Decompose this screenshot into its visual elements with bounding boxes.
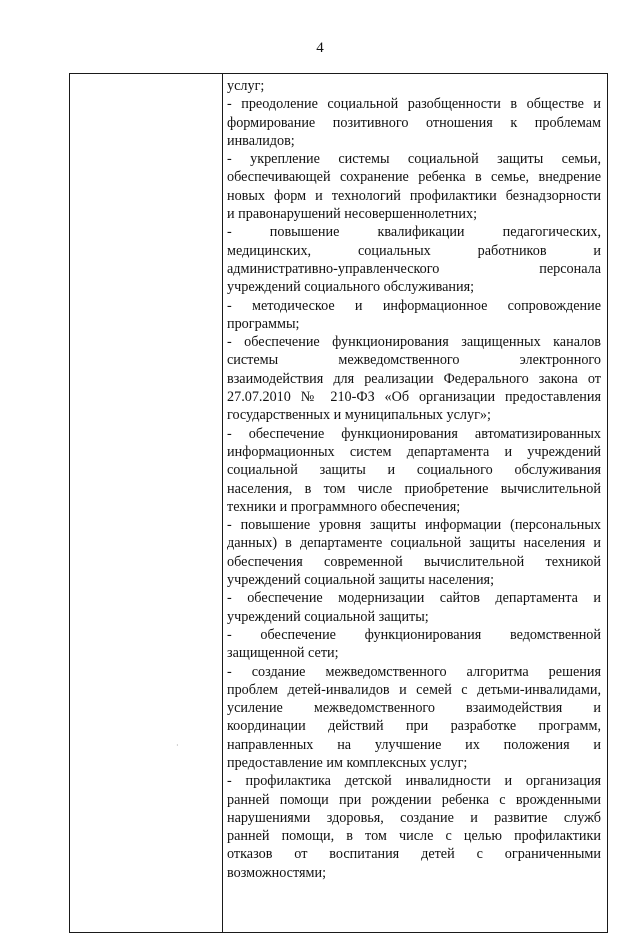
text-line: защищенной сети;: [227, 645, 339, 662]
text-line: учреждений социального обслуживания;: [227, 279, 475, 296]
text-line: учреждений социальной защиты населения;: [227, 572, 495, 589]
text-line: возможностями;: [227, 864, 327, 881]
text-line: ранней помощи при рождении ребенка с врожденными: [227, 791, 601, 808]
text-line: учреждений социальной защиты;: [227, 608, 429, 625]
text-line: и правонарушений несовершеннолетних;: [227, 206, 478, 223]
scan-speck: ·: [176, 741, 179, 750]
text-line: информационных систем департамента и учреждений: [227, 443, 601, 460]
text-line: данных) в департаменте социальной защиты населения и: [227, 535, 601, 552]
text-line: медицинских, социальных работников и: [227, 242, 601, 259]
program-table: [69, 73, 608, 933]
text-line: координации действий при разработке программ,: [227, 718, 601, 735]
text-line: проблем детей-инвалидов и семей с детьми-инвалидами,: [227, 681, 601, 698]
table-left-cell: [70, 74, 223, 932]
text-line: отказов от воспитания детей с ограниченными: [227, 846, 601, 863]
text-line: нарушениями здоровья, создание и развитие служб: [227, 809, 601, 826]
text-line: ранней помощи, в том числе с целью профилактики: [227, 828, 601, 845]
text-line: - обеспечение модернизации сайтов департамента и: [227, 590, 601, 607]
text-line: услуг;: [227, 78, 265, 94]
text-line: - повышение уровня защиты информации (персональных: [227, 517, 601, 534]
text-line: - профилактика детской инвалидности и организация: [227, 773, 601, 790]
text-line: - укрепление системы социальной защиты семьи,: [227, 151, 601, 168]
text-line: - методическое и информационное сопровождение: [227, 297, 601, 314]
text-line: - обеспечение функционирования автоматизированных: [227, 425, 601, 442]
text-line: обеспечивающей сохранение ребенка в семье, внедрение: [227, 169, 601, 186]
text-line: техники и программного обеспечения;: [227, 498, 461, 515]
text-line: усиление межведомственного взаимодействия и: [227, 700, 601, 717]
text-line: 27.07.2010 № 210-ФЗ «Об организации предоставления: [227, 389, 601, 406]
text-line: - создание межведомственного алгоритма решения: [227, 663, 601, 680]
text-line: административно-управленческого персонала: [227, 260, 601, 277]
text-line: программы;: [227, 315, 300, 332]
text-line: - обеспечение функционирования ведомственной: [227, 626, 601, 643]
text-line: населения, в том числе приобретение вычислительной: [227, 480, 601, 497]
text-line: новых форм и технологий профилактики безнадзорности: [227, 187, 601, 204]
text-line: инвалидов;: [227, 132, 295, 149]
text-line: предоставление им комплексных услуг;: [227, 754, 468, 771]
text-line: - повышение квалификации педагогических,: [227, 224, 601, 241]
text-line: формирование позитивного отношения к проблемам: [227, 114, 601, 131]
text-line: взаимодействия для реализации Федерального закона от: [227, 370, 601, 387]
table-right-cell: [227, 77, 601, 882]
page-number: 4: [316, 40, 324, 56]
text-line: государственных и муниципальных услуг»;: [227, 407, 491, 424]
text-line: - преодоление социальной разобщенности в обществе и: [227, 96, 601, 113]
text-line: - обеспечение функционирования защищенных каналов: [227, 334, 601, 351]
text-line: обеспечения современной вычислительной техникой: [227, 553, 601, 570]
text-line: направленных на улучшение их положения и: [227, 736, 601, 753]
text-line: системы межведомственного электронного: [227, 352, 601, 369]
text-line: социальной защиты и социального обслуживания: [227, 462, 601, 479]
